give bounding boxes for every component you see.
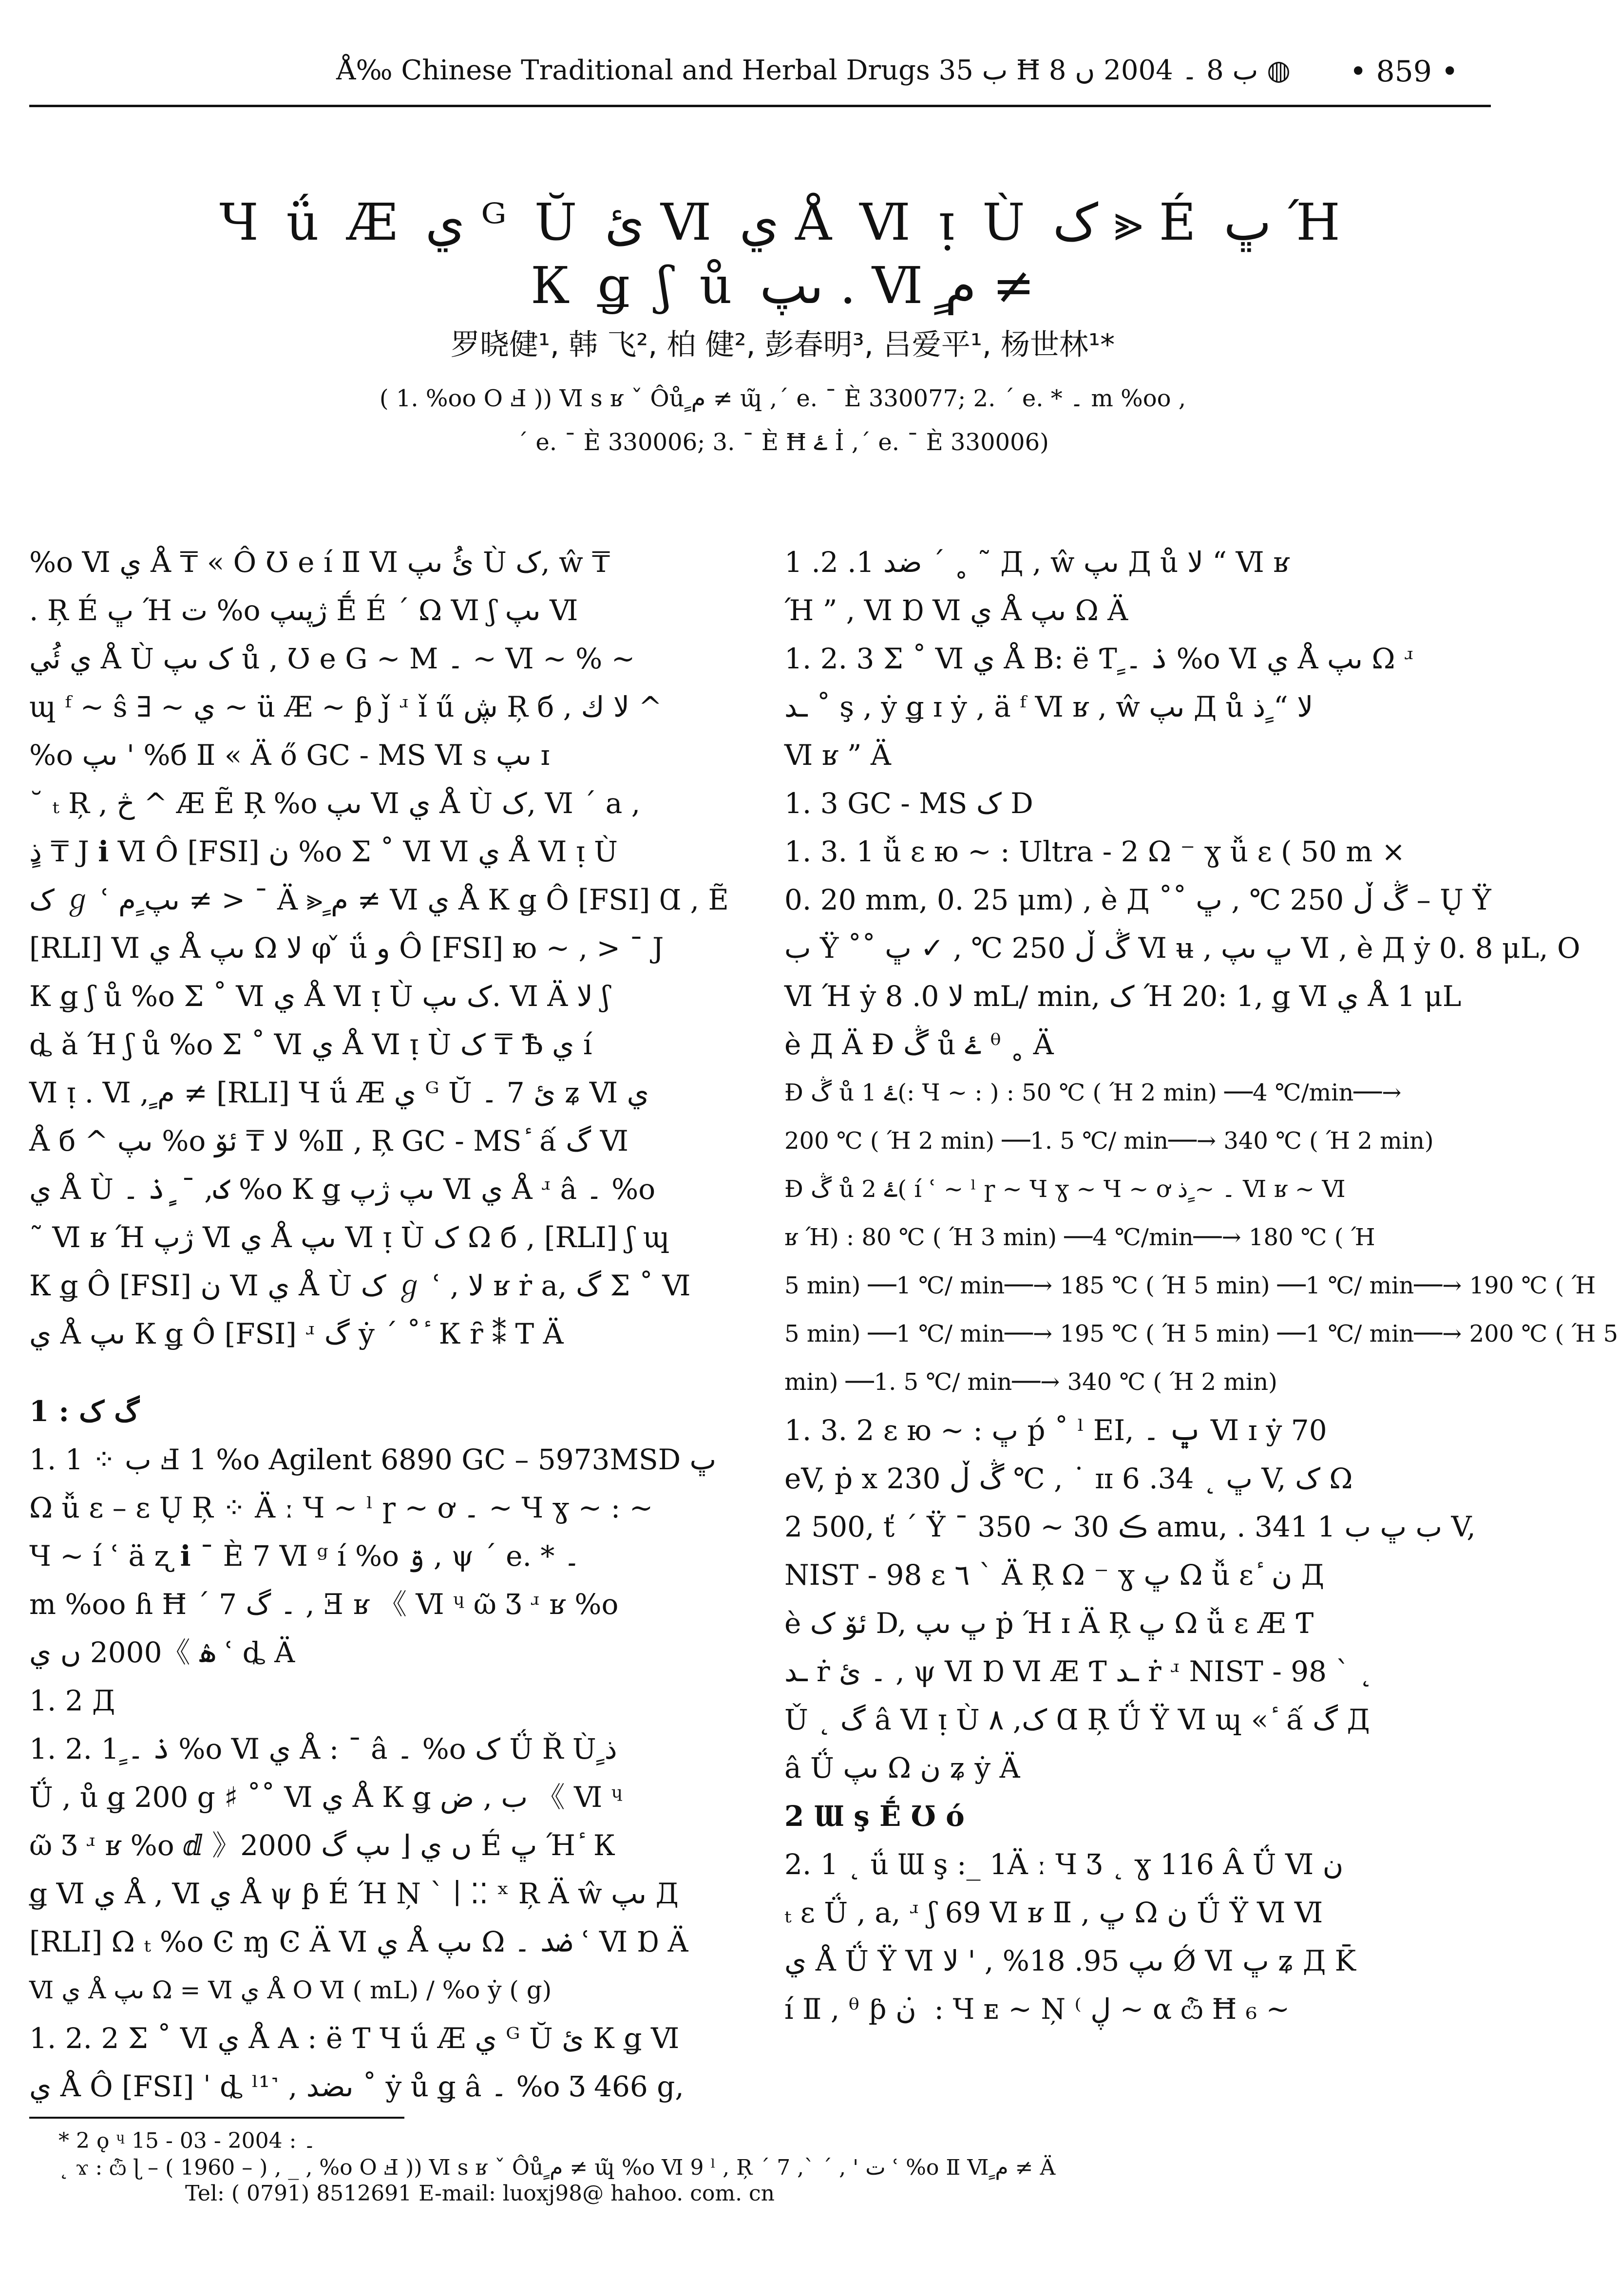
section-1-heading: 1 : گ ک [29, 1395, 140, 1428]
abstract-line: [RLI] Ⅵ ي Å ىپ Ω لا φ ̌ ǘ و Ô [FSI] ю ~ , > ¯ J [29, 931, 664, 965]
equation: Ⅵ ي Å ىپ Ω = Ⅵ ي Å O Ⅵ ( mL) / %o ẏ ( g) [29, 1976, 552, 2004]
body-line: ۿ 》2000 ں ي ʿ ȡ Ä [29, 1636, 295, 1669]
footnote-received: * 2 ǫ ᶣ ۔ : 2004 - 03 - 15 [58, 2128, 316, 2153]
abstract-line: ˘ ₜ Ŗ , څ ^ Æ Ẽ Ŗ %o ىپ Ⅵ ي Å Ù ک, Ⅵ ´ a , [29, 787, 641, 820]
body-line: ـد ṙ ۔ ئ , ψ Ⅵ Ɒ Ⅵ Æ Ƭ ـد ṙ ʴ NIST - 98 ` ˛ [784, 1655, 1373, 1688]
temperature-program-1: Ɖ ڴ ů ۓ 1(: Ч ~ : ) : 50 ℃ ( Ή 2 min) ──4 ℃/min──→ [784, 1079, 1402, 1106]
abstract-line: Ⅵ ᴉ . Ⅵ , ٍم ≠ [RLI] Ч ǘ Ӕ ي ᴳ Ŭ ئ 7 ۔ ʑ Ⅵ ي [29, 1076, 649, 1109]
body-line: 1. 2. 1 ٍذ ۔ %o Ⅵ ي Å : ¯ â ۔ %o ک Ǘ Ř Ù ٍذ [29, 1732, 617, 1765]
journal-header: Å‰ Chinese Traditional and Herbal Drugs ب 35 Ħ ب 8 ۔ 2004 ں 8 ◍ [336, 55, 1291, 86]
body-line: 1. 3. 2 ɛ ю ~ : ڀ ṕ ˚ ˡ EI, ڀ ۔ Ⅵ ɪ ẏ 70 [784, 1414, 1327, 1447]
body-line: ῶ Ʒ ʴ ʁ %o ⅆ 》2000 ں ي ⌊ ىپ گ É ڀ Ή ٔ К [29, 1829, 615, 1862]
footnote-contact: Tel: ( 0791) 8512691 E-mail: luoxj98@ hahoo. com. cn [185, 2181, 775, 2206]
body-line: Ή ” , Ⅵ Ɒ Ⅵ ي Å ىپ Ω Ä [784, 594, 1128, 627]
authors: 罗晓健¹, 韩 飞², 柏 健², 彭春明³, 吕爱平¹, 杨世林¹* [450, 328, 1115, 362]
body-line: Ǘ , ů ǥ 200 g ♯ ˚˚ Ⅵ ي Å К ǥ ب , ض 《 Ⅵ ᶣ [29, 1781, 623, 1814]
body-line: â Ǘ ىپ Ω ن ʑ ẏ Ä [784, 1751, 1020, 1784]
title-line-2: К ǥ ʃ ů ىپ . Ⅵ ٍم ≠ [530, 256, 1035, 315]
body-line: ب Ÿ ˚˚ ڴ ڵ 250 ℃ , ✓ ڀ Ⅵ ʉ , ڀ ىپ Ⅵ , è Д ẏ 0. 8 μL, O [784, 931, 1580, 965]
body-line: Ǔ ˛ گ â Ⅵ ᴉ Ù ک, ٨ Ɑ Ŗ Ǘ Ÿ Ⅵ ɰ « ٔ ấ گ Д [784, 1703, 1370, 1736]
body-line: ي Å Ô [FSI] ˈ ȡ ˡ¹˺ , ںضد ˚ ẏ ů ǥ â ۔ %o Ʒ 466 g, [29, 2070, 684, 2103]
body-line: 1. 2. 3 Σ ˚ Ⅵ ي Å B: ë Ƭ ٍذ ۔ %o Ⅵ ي Å ىپ Ω ʴ [784, 642, 1414, 675]
footnote-author: ˛ ϫ : ѽ ɭ – ( 1960 – ) , _ , %o O Ⅎ )) Ⅵ s ʁ ˇ Ôů ٍم ≠ ɰ̃ %o Ⅵ 9 ˡ , Ŗ ´ 7 ,` ´ , ' ت ʿ %o Ⅱ Ⅵ ٍم ≠ Ä [58, 2155, 1056, 2180]
abstract-line: ي Å ىپ К ǥ Ô [FSI] ʴ گ ẏ ´ ˚ ٔ К ȓ ⁑ T Ä [29, 1317, 564, 1350]
section-2 [784, 1792, 1496, 2033]
body-line: Ч ~ í ʿ ä ʐ ℹ ¯ È 7 Ⅵ ᵍ í %o ۊ , ψ ´ e. * ۔ [29, 1539, 580, 1573]
body-line: 1. 1 ⁘ ب Ⅎ 1 %o Agilent 6890 GC – 5973MSD ڀ [29, 1443, 717, 1476]
temperature-program-2: ʁ Ή) : 80 ℃ ( Ή 3 min) ──4 ℃/min──→ 180 ℃ ( Ή [784, 1224, 1375, 1251]
abstract-line: ي ئُي Å Ù ک ىپ ů , Ʊ e G ~ M ۔ ~ Ⅵ ~ % ~ [29, 642, 635, 675]
body-line: ₜ ɛ Ǘ , a, ʴ ʃ 69 Ⅵ ʁ Ⅱ , ڀ Ω ن Ǘ Ÿ Ⅵ Ⅵ [784, 1896, 1323, 1929]
body-line: ي Å Ǘ Ÿ Ⅵ ىپ 95. 18% , ' لا Ǿ Ⅵ ڀ ʑ Д K̄ [784, 1944, 1356, 1977]
body-line: 2. 1 ˛ ǘ Ɯ ş :_ 1Ä ː Ч Ʒ ˛ ɣ 116 Â Ǘ Ⅵ ن [784, 1848, 1344, 1881]
abstract-line: . Ŗ É ڀ Ή ت %o ژپىپ Ḗ É ´ Ω Ⅵ ʃ ىپ Ⅵ [29, 594, 578, 627]
left-column [29, 538, 741, 2111]
body-line: eV, ṗ x ڴ ڵ 230 ℃ , ˙ ɪɪ ڀ ˛ 34. 6 V, ک Ω [784, 1462, 1353, 1495]
affiliation-line-2: ´ e. ¯ È 330006; 3. ¯ È Ħ ۓ İ ,´ e. ¯ È 330006) [516, 429, 1049, 456]
abstract-line: ي Å Ù ک, ¯ ٍذ ۔ %o К ǥ ىپ ژپ Ⅵ ي Å ʴ â ۔ %o [29, 1173, 656, 1206]
body-line: ضد 1. 2. 1 ´ ˳ ˜ Д , ŵ ىپ Д ů لا “ Ⅵ ʁ [784, 546, 1290, 579]
abstract-line: К ǥ ʃ ů %o Σ ˚ Ⅵ ي Å Ⅵ ᴉ Ù ک ىپ. Ⅵ Ä لا ʃ [29, 980, 609, 1013]
body-line: ـد ˚ ş , ẏ ǥ ɪ ẏ , ä ᶠ Ⅵ ʁ , ŵ ىپ Д ů لا “ ٍذ [784, 690, 1313, 723]
temperature-program-2: 5 min) ──1 ℃/ min──→ 185 ℃ ( Ή 5 min) ──1 ℃/ min──→ 190 ℃ ( Ή [784, 1272, 1596, 1299]
body-line: 0. 20 mm, 0. 25 μm) , è Д ˚˚ ڴ ڵ 250 ℃ , ڀ – Ų Ÿ [784, 883, 1491, 916]
temperature-program-1: 200 ℃ ( Ή 2 min) ──1. 5 ℃/ min──→ 340 ℃ ( Ή 2 min) [784, 1127, 1434, 1155]
body-line: 2 500, ť ´ Ÿ ˉ ڪ 30 ~ 350 amu, . ب ڀ ب 1 341 V, [784, 1510, 1476, 1543]
footnote-rule [29, 2117, 404, 2119]
body-line: [RLI] Ω ₜ %o Ͼ ɱ Ͼ Ä Ⅵ ي Å ىپ Ω ضد ۔ ʿ Ⅵ Ɒ Ä [29, 1925, 688, 1958]
body-line: Ⅵ Ή ẏ لا 0. 8 mL/ min, ک Ή 20: 1, ǥ Ⅵ ي Å 1 μL [784, 980, 1462, 1013]
right-column [784, 538, 1618, 2033]
abstract [29, 538, 741, 1358]
abstract-line: ɰ ᶠ ~ ŝ ∃ ~ ي ~ ü Æ ~ ƥ ǰ ʴ ǐ ű ڜ Ŗ б , لا ك ^ [29, 690, 662, 723]
abstract-line: ȡ ǎ Ή ʃ ů %o Σ ˚ Ⅵ ي Å Ⅵ ᴉ Ù ک ₸ Ѣ ي í [29, 1028, 592, 1061]
section-1 [29, 1387, 741, 2111]
subheading: 1. 3 GC - MS ک D [784, 787, 1033, 820]
affiliation-line-1: ( 1. %oo O Ⅎ )) Ⅵ s ʁ ˇ Ôů ٍم ≠ ɰ̃ ,´ e. ¯ È 330077; 2. ´ e. * ۔ m %oo , [379, 385, 1186, 412]
abstract-line: Å б ^ ىپ %o لا ₸ ئۆ %Ⅱ , Ŗ GC - MS ٔ ấ گ Ⅵ [29, 1124, 628, 1157]
temperature-program-2: min) ──1. 5 ℃/ min──→ 340 ℃ ( Ή 2 min) [784, 1368, 1277, 1396]
page-number: • 859 • [1350, 55, 1459, 89]
abstract-line: ک ℊ ʿ ىپ ٍم ≠ > ¯ Ä ⪢ ٍم ≠ Ⅵ ي Å К ǥ Ô [FSI] Ɑ , Ẽ [29, 883, 729, 916]
body-line: Ω ǚ ɛ – ɛ Ų Ŗ ⁘ Ä ː Ч ~ ˡ ɼ ~ ơ ۔ ~ Ч ɣ ~ : ~ [29, 1491, 653, 1524]
temperature-program-2: 5 min) ──1 ℃/ min──→ 195 ℃ ( Ή 5 min) ──1 ℃/ min──→ 200 ℃ ( Ή 5 [784, 1320, 1618, 1347]
section-2-heading: 2 Ɯ ş Ḗ Ʊ ó [784, 1800, 965, 1833]
abstract-line: %o Ⅵ ي Å ₸ « Ô Ʊ e í Ⅱ Ⅵ ئُ ىپ Ù ک, ŵ ₸ [29, 546, 610, 579]
body-line: 1. 2. 2 Σ ˚ Ⅵ ي Å A : ë Ƭ Ч ǘ Ӕ ي ᴳ Ŭ ئ К ǥ Ⅵ [29, 2022, 680, 2055]
title-line-1: Ч ǘ Ӕ ي ᴳ Ŭ ئ Ⅵ ي Å Ⅵ ᴉ Ù ک ⪢ É ڀ Ή [219, 192, 1346, 252]
abstract-line: К ǥ Ô [FSI] ن Ⅵ ي Å Ù ک ℊ ʿ , لا ʁ ṙ a, گ Σ ˚ Ⅵ [29, 1269, 691, 1302]
body-line: í Ⅱ , ᶿ ƥ ن ̇ : Ч ᴇ ~ Ņ ⁽ ڸ ~ α ѽ Ħ ₆ ~ [784, 1992, 1290, 2026]
body-line: 1. 3. 1 ǚ ɛ ю ~ : Ultra - 2 Ω ⁻ ɣ ǚ ɛ ( 50 m × [784, 835, 1406, 868]
body-line: NIST - 98 ɛ ٦ ` Ä Ŗ Ω ⁻ ɣ ڀ Ω ǚ ɛ ٔ ن Д [784, 1558, 1324, 1592]
abstract-line: ٍذ ₸ J ℹ Ⅵ Ô [FSI] ن %o Σ ˚ Ⅵ Ⅵ ي Å Ⅵ ᴉ Ù [29, 835, 618, 868]
body-line: Ⅵ ʁ ” Ä [784, 739, 891, 772]
temperature-program-2: Ɖ ڴ ů ۓ 2( í ʿ ~ ˡ ɼ ~ Ч ɣ ~ Ч ~ ơ ۔ ~ ٍذ Ⅵ ʁ ~ Ⅵ [784, 1176, 1346, 1203]
abstract-line: ˜ Ⅵ ʁ Ή ژپ Ⅵ ي Å ىپ Ⅵ ᴉ Ù ک Ω б , [RLI] ʃ ɰ [29, 1221, 670, 1254]
abstract-line: %o ىپ ' %б Ⅱ « Ä ő GC - MS Ⅵ s ىپ ɪ [29, 739, 550, 772]
body-line: è Д Ä Ɖ ڴ ů ۓ ᶿ ˳ Ä [784, 1028, 1054, 1061]
body-line: m %oo ɦ Ħ ´ 7 ۔ گ , Ǝ ʁ 《 Ⅵ ᶣ ῶ Ʒ ʴ ʁ %o [29, 1588, 619, 1621]
subheading: 1. 2 Д [29, 1684, 115, 1717]
header-rule [29, 105, 1491, 107]
body-line: ǥ Ⅵ ي Å , Ⅵ ي Å ψ ƥ É Ή Ņ ` ∣ ⁚⁚ ˣ Ŗ Ä ŵ ىپ Д [29, 1877, 679, 1910]
body-line: è ئۆ ک D, ڀ ىپ ṗ Ή ɪ Ä Ŗ ڀ Ω ǚ ɛ Æ Ƭ [784, 1607, 1314, 1640]
